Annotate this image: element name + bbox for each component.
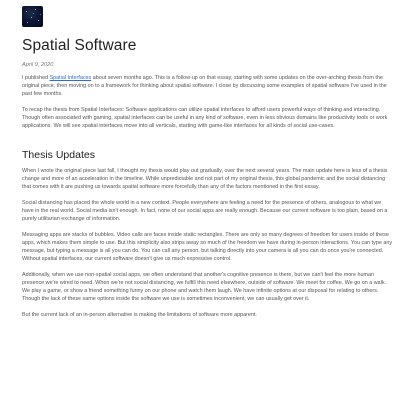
- site-logo[interactable]: [22, 6, 43, 27]
- page-title: Spatial Software: [22, 37, 137, 54]
- intro-text-before: I published: [22, 75, 50, 81]
- article: [22, 6, 394, 319]
- section-heading: Thesis Updates: [22, 149, 95, 161]
- body-paragraph: Additionally, when we use non-spatial social apps, we often understand that another's cognitive presence is there, but we can't feel the more human presence we're wired to need. When we're not social distancing, we fulfill this need elsewhere, outside of software. We meet for coffee. We go on a walk. We play a game, or show a friend something funny on our phone and watch them laugh. We have infinite options at our disposal for relating to others. Though the lack of these same options inside the software we use is sometimes inconvenient, we can usually get over it.: [22, 272, 387, 302]
- body-paragraph: Messaging apps are stacks of bubbles. Video calls are faces inside static rectangles. There are only so many degrees of freedom for users inside of these apps, which makes them simple to use. But this simplicity also strips away so much of the freedom we have during in-person interactions. You can type any message, but typing a message is all you can do. You can call any person, but talking directly into your camera is all you can do once you're connected. Without spatial interfaces, our current software doesn't give us much expressive control.: [22, 232, 393, 262]
- intro-paragraph: [22, 74, 394, 98]
- body-paragraph: But the current lack of an in-person alternative is making the limitations of software more apparent.: [22, 312, 257, 318]
- bottom-fade: [0, 403, 415, 415]
- recap-paragraph: To recap the thesis from Spatial Interfaces: Software applications can utilize spatial interfaces to afford users powerful ways of thinking and interacting. Though often associated with gaming, spatial interfaces can be useful in any kind of software, even in less obvious domains like productivity tools or work applications. We will see spatial interfaces move into all verticals, starting with game-like interfaces for all kinds of social use-cases.: [22, 107, 388, 129]
- body-paragraph: Social distancing has placed the whole world in a new context. People everywhere are feeling a need for the presence of others, analogous to what we have in the real world. Social media isn't enough. In fact, none of our social apps are really enough. Because our current software is too plain, based on a purely utilitarian exchange of information.: [22, 200, 388, 222]
- intro-text-after: about seven months ago. This is a follow-up on that essay, starting with some updates on the over-arching thesis from the original piece, then moving on to a framework for thinking about spatial software. I close by discussing some examples of spatial software I've used in the past few months.: [22, 75, 387, 97]
- spatial-interfaces-link[interactable]: Spatial Interfaces: [49, 75, 92, 81]
- post-date: April 9, 2020: [22, 62, 54, 68]
- body-paragraph: When I wrote the original piece last fall, I thought my thesis would play out gradually, over the next several years. The main update here is less of a thesis change and more of an acceleration in the timeline. While unpredictable and not part of my original thesis, this global pandemic and the social distancing that comes with it are pushing us towards spatial software more forcefully than any of the factors mentioned in the first essay.: [22, 168, 388, 190]
